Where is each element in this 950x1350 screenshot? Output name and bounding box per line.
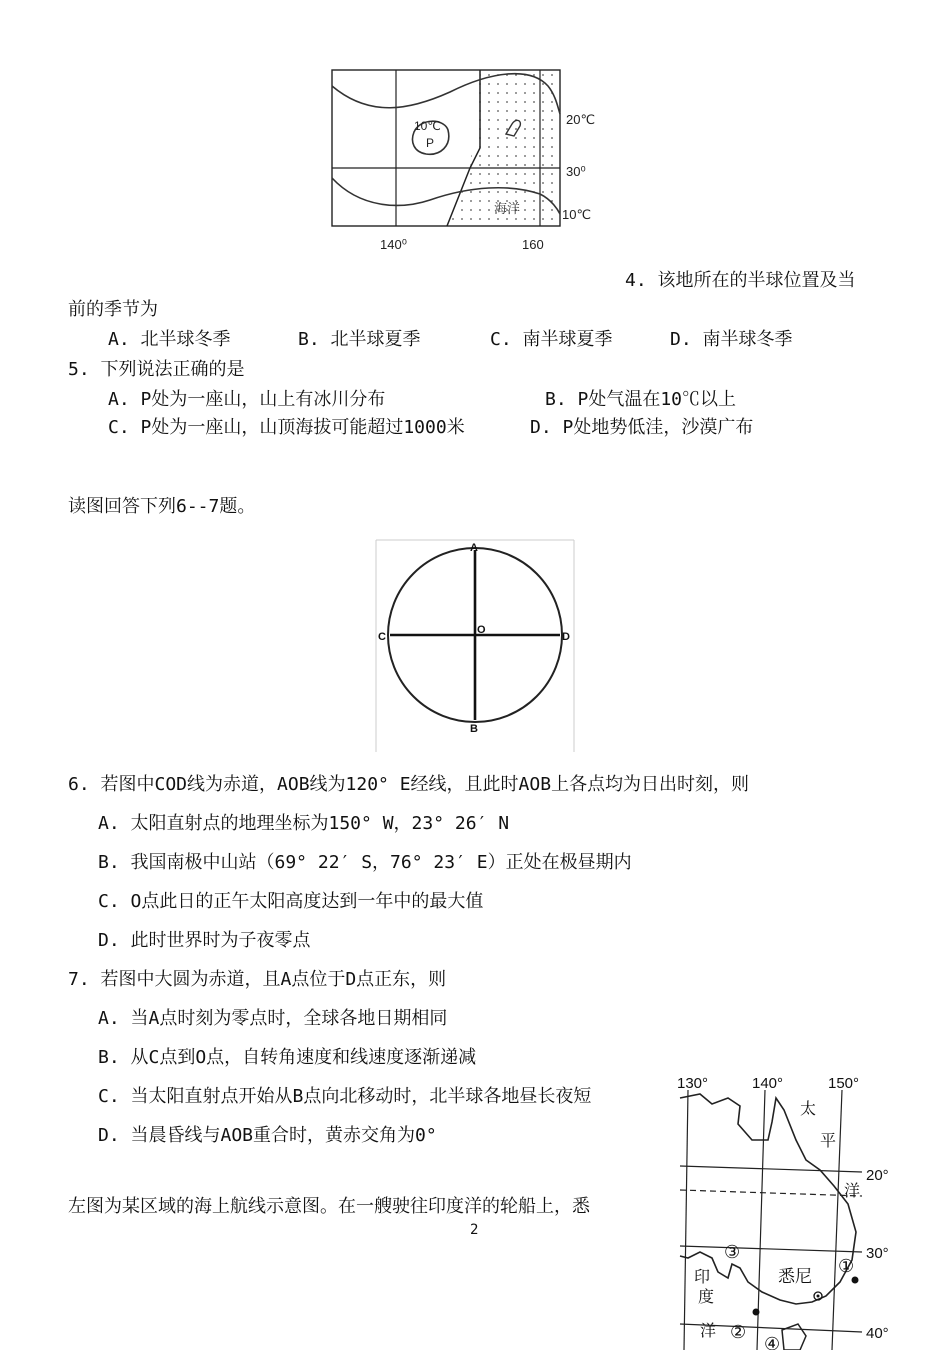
point-p-label: P bbox=[426, 136, 435, 150]
right-label-30: 30⁰ bbox=[566, 164, 586, 179]
label-tai: 太 bbox=[800, 1101, 817, 1118]
q7-stem: 7. 若图中大圆为赤道，且A点位于D点正东，则 bbox=[68, 969, 447, 990]
q4-stem-line1: 4. 该地所在的半球位置及当 bbox=[625, 270, 856, 291]
lat-label-40: 40° bbox=[866, 1325, 889, 1342]
label-du: 度 bbox=[698, 1289, 715, 1306]
right-label-10: 10℃ bbox=[562, 207, 592, 222]
lat-label-30: 30° bbox=[866, 1245, 889, 1262]
bottom-label-140: 140⁰ bbox=[380, 237, 407, 252]
label-o: O bbox=[477, 624, 486, 636]
q5-option-d: D. P处地势低洼，沙漠广布 bbox=[530, 417, 754, 438]
lon-label-140: 140° bbox=[752, 1075, 784, 1092]
route-point-east bbox=[852, 1277, 859, 1284]
q5-option-c: C. P处为一座山，山顶海拔可能超过1000米 bbox=[108, 417, 465, 438]
q6-option-d: D. 此时世界时为子夜零点 bbox=[98, 930, 311, 951]
q6-option-a: A. 太阳直射点的地理坐标为150° W，23° 26′ N bbox=[98, 813, 510, 834]
label-yang-pacific: 洋 bbox=[844, 1183, 861, 1200]
q7-option-d: D. 当晨昏线与AOB重合时，黄赤交角为0° bbox=[98, 1125, 437, 1146]
q4-stem-line2: 前的季节为 bbox=[68, 299, 158, 320]
q6-stem: 6. 若图中COD线为赤道，AOB线为120° E经线，且此时AOB上各点均为日出时刻，则 bbox=[68, 774, 750, 795]
label-yang-indian: 洋 bbox=[700, 1323, 717, 1340]
q6-option-c: C. O点此日的正午太阳高度达到一年中的最大值 bbox=[98, 891, 484, 912]
lat-label-20: 20° bbox=[866, 1167, 889, 1184]
label-a: A bbox=[470, 542, 478, 554]
paragraph-last: 左图为某区域的海上航线示意图。在一艘驶往印度洋的轮船上，悉 bbox=[68, 1196, 590, 1217]
marker-2: ② bbox=[730, 1322, 747, 1342]
marker-3: ③ bbox=[724, 1242, 741, 1262]
label-c: C bbox=[378, 631, 386, 643]
label-yin: 印 bbox=[694, 1269, 711, 1286]
q5-option-b: B. P处气温在10℃以上 bbox=[545, 389, 737, 410]
parallel-dashed bbox=[680, 1190, 862, 1196]
intro-6-7: 读图回答下列6--7题。 bbox=[68, 496, 256, 517]
q4-option-c: C. 南半球夏季 bbox=[490, 329, 613, 350]
q6-option-b: B. 我国南极中山站（69° 22′ S，76° 23′ E）正处在极昼期内 bbox=[98, 852, 632, 873]
lon-label-130: 130° bbox=[677, 1075, 709, 1092]
bottom-label-160: 160 bbox=[522, 237, 544, 252]
q4-option-a: A. 北半球冬季 bbox=[108, 329, 231, 350]
label-ping: 平 bbox=[820, 1133, 837, 1150]
tasmania bbox=[782, 1324, 806, 1350]
route-point-south bbox=[753, 1309, 760, 1316]
label-sydney: 悉尼 bbox=[778, 1267, 812, 1286]
q5-stem: 5. 下列说法正确的是 bbox=[68, 359, 245, 380]
marker-4: ④ bbox=[764, 1334, 781, 1350]
ocean-label: 海洋 bbox=[494, 201, 521, 216]
parallel-30 bbox=[680, 1246, 862, 1252]
meridian-150 bbox=[832, 1090, 842, 1350]
marker-1: ① bbox=[838, 1256, 855, 1276]
lon-label-150: 150° bbox=[828, 1075, 860, 1092]
q7-option-b: B. 从C点到O点，自转角速度和线速度逐渐递减 bbox=[98, 1047, 477, 1068]
q7-option-c: C. 当太阳直射点开始从B点向北移动时，北半球各地昼长夜短 bbox=[98, 1086, 592, 1107]
q4-option-d: D. 南半球冬季 bbox=[670, 329, 793, 350]
label-b: B bbox=[470, 723, 478, 735]
meridian-130 bbox=[684, 1090, 688, 1350]
page-number: 2 bbox=[470, 1222, 479, 1238]
q4-option-b: B. 北半球夏季 bbox=[298, 329, 421, 350]
route-point-sydney-center bbox=[817, 1295, 820, 1298]
q7-option-a: A. 当A点时刻为零点时，全球各地日期相同 bbox=[98, 1008, 448, 1029]
parallel-20 bbox=[680, 1166, 862, 1172]
right-label-20: 20℃ bbox=[566, 112, 596, 127]
q5-option-a: A. P处为一座山，山上有冰川分布 bbox=[108, 389, 386, 410]
label-d: D bbox=[562, 631, 570, 643]
iso-label-p: 10℃ bbox=[414, 119, 441, 133]
